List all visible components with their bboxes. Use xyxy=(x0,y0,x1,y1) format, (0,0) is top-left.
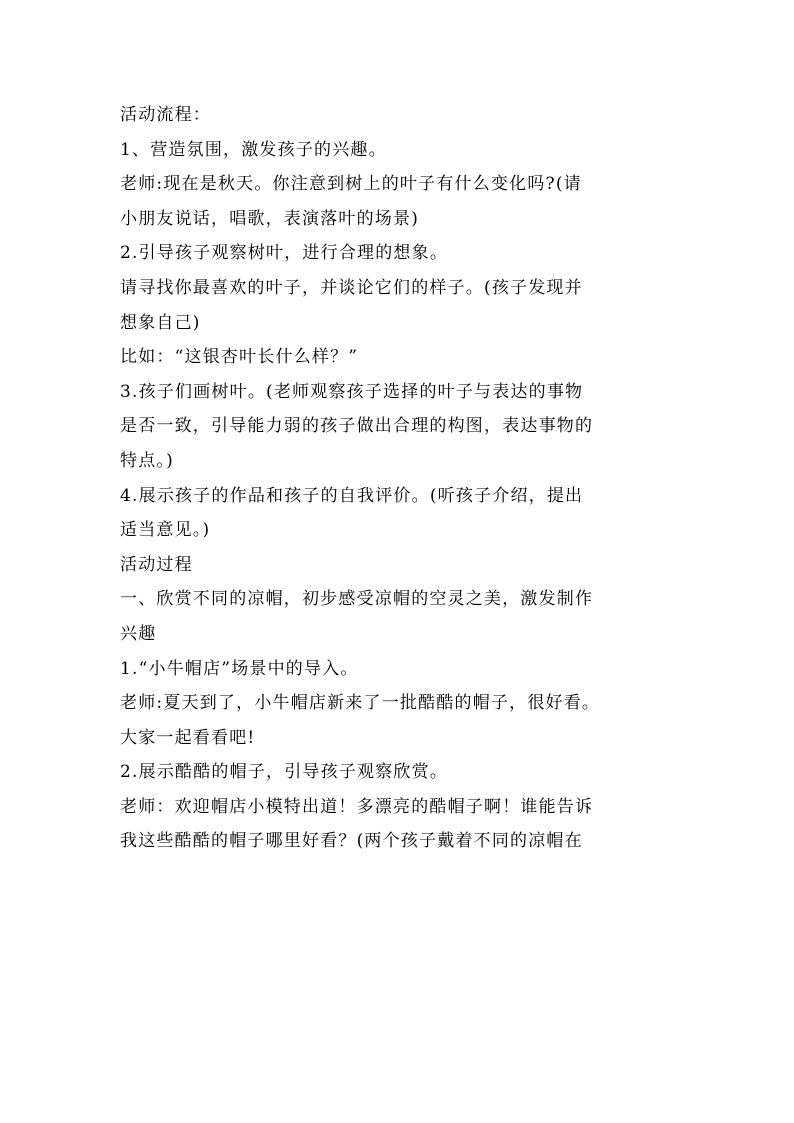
paragraph-line: 一、欣赏不同的凉帽，初步感受凉帽的空灵之美，激发制作 xyxy=(120,589,594,610)
document-body xyxy=(120,98,680,859)
paragraph-line: 2.展示酷酷的帽子，引导孩子观察欣赏。 xyxy=(120,762,449,783)
paragraph-line: 1、营造氛围，激发孩子的兴趣。 xyxy=(120,139,387,160)
paragraph-line: 兴趣 xyxy=(120,623,157,644)
heading-activity-process: 活动过程 xyxy=(120,554,193,575)
paragraph-line: 小朋友说话，唱歌，表演落叶的场景) xyxy=(120,208,420,229)
paragraph-line: 是否一致，引导能力弱的孩子做出合理的构图，表达事物的 xyxy=(120,416,594,437)
paragraph-line: 老师:夏天到了，小牛帽店新来了一批酷酷的帽子，很好看。 xyxy=(120,693,601,714)
paragraph-line: 3.孩子们画树叶。(老师观察孩子选择的叶子与表达的事物 xyxy=(120,381,584,402)
paragraph-line: 想象自己) xyxy=(120,312,201,333)
paragraph-line: 2.引导孩子观察树叶，进行合理的想象。 xyxy=(120,243,449,264)
paragraph-line: 比如：“这银杏叶长什么样？” xyxy=(120,347,359,368)
paragraph-line: 大家一起看看吧! xyxy=(120,727,256,748)
paragraph-line: 请寻找你最喜欢的叶子，并谈论它们的样子。(孩子发现并 xyxy=(120,277,583,298)
paragraph-line: 适当意见。) xyxy=(120,520,211,541)
heading-activity-flow: 活动流程： xyxy=(120,105,211,125)
paragraph-line: 老师：欢迎帽店小模特出道！多漂亮的酷帽子啊！谁能告诉 xyxy=(120,796,594,817)
paragraph-line: 特点。) xyxy=(120,450,174,471)
paragraph-line: 4.展示孩子的作品和孩子的自我评价。(听孩子介绍，提出 xyxy=(120,485,584,506)
paragraph-line: 老师:现在是秋天。你注意到树上的叶子有什么变化吗?(请 xyxy=(120,174,582,195)
paragraph-line: 1.“小牛帽店”场景中的导入。 xyxy=(120,658,359,679)
paragraph-line: 我这些酷酷的帽子哪里好看？(两个孩子戴着不同的凉帽在 xyxy=(120,831,583,852)
